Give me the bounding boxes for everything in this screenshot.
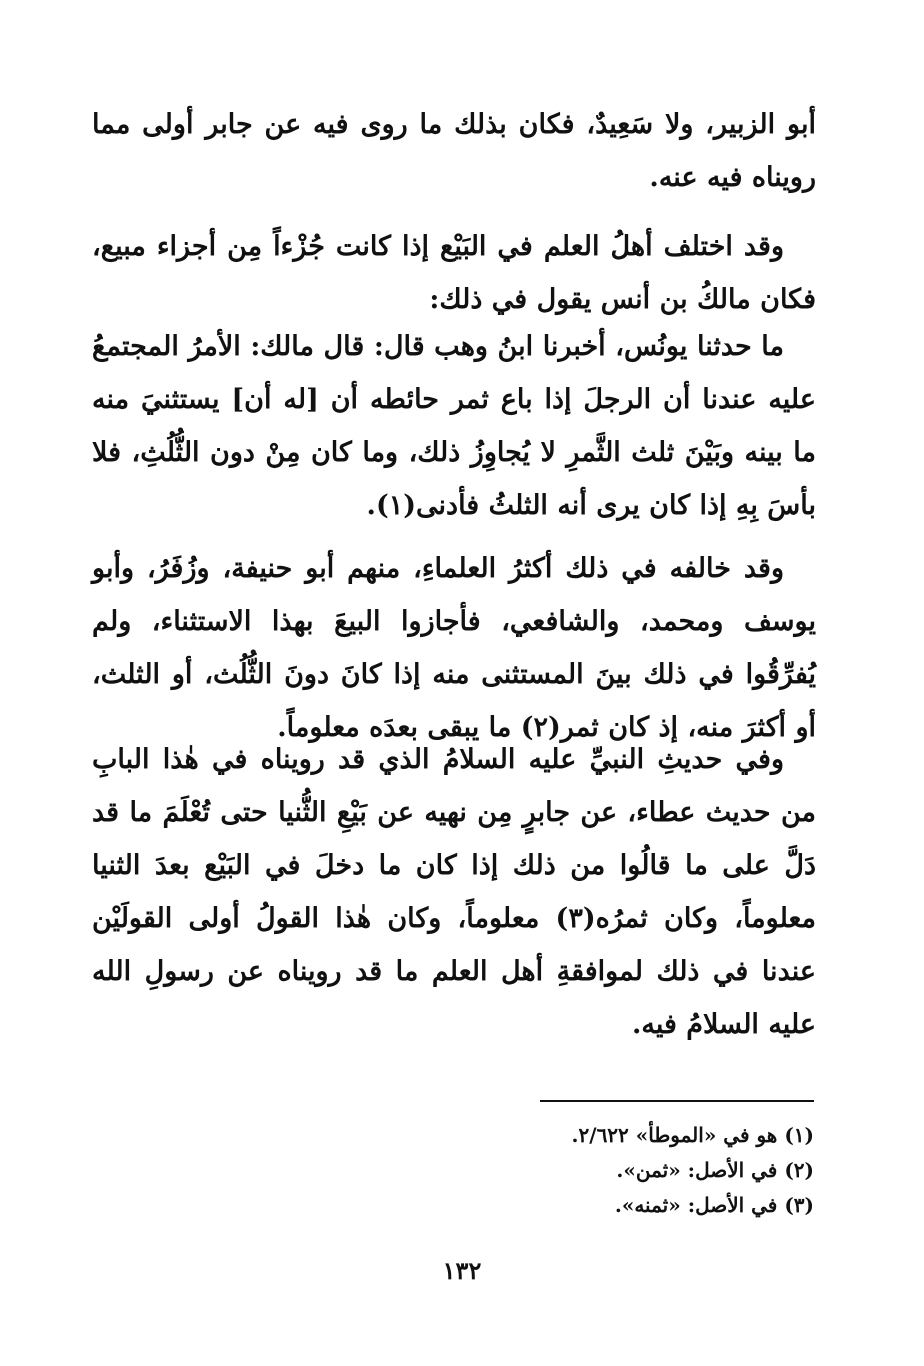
footnotes-section bbox=[400, 1118, 814, 1223]
paragraph-continuation: أبو الزبير، ولا سَعِيدٌ، فكان بذلك ما روى فيه عن جابر أولى مما رويناه فيه عنه. bbox=[92, 109, 816, 193]
footnote-3: (٣) في الأصل: «ثمنه». bbox=[614, 1193, 814, 1217]
page-number: ١٣٢ bbox=[442, 1256, 482, 1285]
footnote-divider bbox=[540, 1100, 814, 1102]
paragraph-malik-narration: ما حدثنا يونُس، أخبرنا ابنُ وهب قال: قال مالك: الأمرُ المجتمعُ عليه عندنا أن الرجلَ إذا باع ثمر حائطه أن [له أن] يستثنيَ منه ما بينه وبَيْنَ ثلث الثَّمرِ لا يُجاوِزُ ذلك، وما كان مِنْ دون الثُّلُثِ، فلا بأسَ بِهِ إذا كان يرى أنه الثلثُ فأدنى(١). bbox=[92, 331, 816, 521]
paragraph-scholars-disagreement: وقد اختلف أهلُ العلم في البَيْع إذا كانت جُزْءاً مِن أجزاء مبيع، فكان مالكُ بن أنس يقول في ذلك: bbox=[92, 231, 816, 315]
footnote-2: (٢) في الأصل: «ثمن». bbox=[616, 1158, 814, 1182]
paragraph-majority-opinion: وقد خالفه في ذلك أكثرُ العلماءِ، منهم أبو حنيفة، وزُفَرُ، وأبو يوسف ومحمد، والشافعي، فأجازوا البيعَ بهذا الاستثناء، ولم يُفرِّقُوا في ذلك بينَ المستثنى منه إذا كانَ دونَ الثُّلُث، أو الثلث، أو أكثرَ منه، إذ كان ثمر(٢) ما يبقى بعدَه معلوماً. bbox=[92, 553, 816, 743]
paragraph-prophet-hadith: وفي حديثِ النبيِّ عليه السلامُ الذي قد رويناه في هٰذا البابِ من حديث عطاء، عن جابرٍ مِن نهيه عن بَيْعِ الثُّنيا حتى تُعْلَمَ ما قد دَلَّ على ما قالُوا من ذلك إذا كان ما دخلَ في البَيْع بعدَ الثنيا معلوماً، وكان ثمرُه(٣) معلوماً، وكان هٰذا القولُ أولى القولَيْن عندنا في ذلك لموافقةِ أهل العلم ما قد رويناه عن رسولِ الله عليه السلامُ فيه. bbox=[92, 744, 817, 1040]
footnote-1: (١) هو في «الموطأ» ٢/٦٢٢. bbox=[571, 1123, 814, 1147]
